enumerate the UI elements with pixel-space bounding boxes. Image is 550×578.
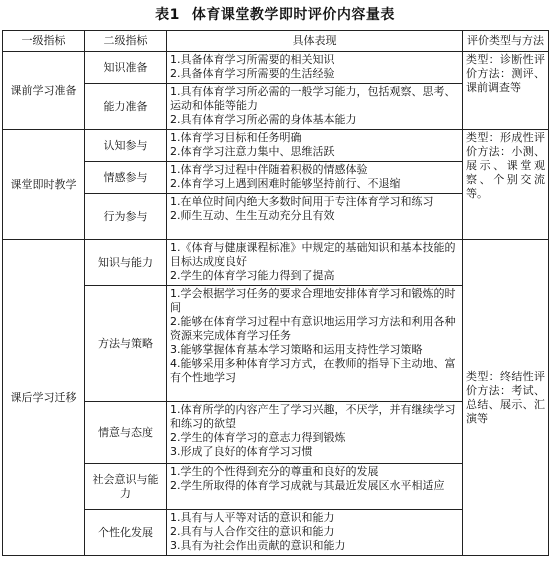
detail-cell (167, 240, 463, 286)
table-row (3, 130, 549, 162)
detail-cell (167, 194, 463, 240)
header-level1: 一级指标 (3, 31, 85, 52)
detail-item: 1.具备体育学习所需要的相关知识 (170, 53, 335, 66)
type-cell: 类型：诊断性评价方法：测评、课前调查等 (463, 52, 549, 130)
level2-cell: 情感参与 (85, 162, 167, 194)
detail-item: 2.学生所取得的体育学习成就与其最近发展区水平相适应 (170, 479, 445, 492)
detail-cell (167, 52, 463, 84)
table-title: 体育课堂教学即时评价内容量表 (191, 7, 395, 23)
detail-item: 3.形成了良好的体育学习习惯 (170, 445, 313, 458)
detail-item: 1.《体育与健康课程标准》中规定的基础知识和基本技能的目标达成度良好 (170, 241, 456, 268)
type-cell: 类型：形成性评价方法：小测、展示、课堂观察、个别交流等。 (463, 130, 549, 240)
detail-item: 2.体育学习上遇到困难时能够坚持前行、不退缩 (170, 177, 401, 190)
level1-cell: 课前学习准备 (3, 52, 85, 130)
detail-item: 2.具有与人合作交往的意识和能力 (170, 525, 335, 538)
detail-item: 2.学生的体育学习的意志力得到锻炼 (170, 431, 346, 444)
level2-cell: 行为参与 (85, 194, 167, 240)
detail-item: 2.具备体育学习所需要的生活经验 (170, 67, 335, 80)
header-detail: 具体表现 (167, 31, 463, 52)
type-cell: 类型：终结性评价方法：考试、总结、展示、汇演等 (463, 240, 549, 556)
level2-cell: 知识与能力 (85, 240, 167, 286)
detail-item: 1.体育所学的内容产生了学习兴趣，不厌学，并有继续学习和练习的欲望 (170, 403, 456, 430)
level2-cell: 方法与策略 (85, 286, 167, 402)
table-number: 表1 (155, 7, 180, 23)
detail-cell (167, 84, 463, 130)
level2-cell: 情意与态度 (85, 402, 167, 464)
detail-item: 4.能够采用多种体育学习方式，在教师的指导下主动地、富有个性地学习 (170, 357, 456, 384)
table-caption (0, 0, 550, 30)
level1-cell: 课后学习迁移 (3, 240, 85, 556)
detail-item: 2.学生的体育学习能力得到了提高 (170, 269, 335, 282)
level2-cell: 认知参与 (85, 130, 167, 162)
detail-cell (167, 510, 463, 556)
detail-item: 3.具有为社会作出贡献的意识和能力 (170, 539, 346, 552)
detail-item: 2.体育学习注意力集中、思维活跃 (170, 145, 335, 158)
detail-item: 1.体育学习目标和任务明确 (170, 131, 302, 144)
level2-cell: 个性化发展 (85, 510, 167, 556)
level1-cell: 课堂即时教学 (3, 130, 85, 240)
detail-item: 2.能够在体育学习过程中有意识地运用学习方法和利用各种资源来完成体育学习任务 (170, 315, 456, 342)
level2-cell: 能力准备 (85, 84, 167, 130)
header-type: 评价类型与方法 (463, 31, 549, 52)
detail-item: 1.体育学习过程中伴随着积极的情感体验 (170, 163, 368, 176)
detail-item: 1.在单位时间内绝大多数时间用于专注体育学习和练习 (170, 195, 434, 208)
level2-cell: 知识准备 (85, 52, 167, 84)
level2-cell: 社会意识与能力 (85, 464, 167, 510)
detail-item: 3.能够掌握体育基本学习策略和运用支持性学习策略 (170, 343, 423, 356)
detail-cell (167, 464, 463, 510)
header-row (3, 31, 549, 52)
detail-cell (167, 130, 463, 162)
evaluation-table (2, 30, 549, 556)
detail-item: 1.学会根据学习任务的要求合理地安排体育学习和锻炼的时间 (170, 287, 456, 314)
detail-item: 2.师生互动、生生互动充分且有效 (170, 209, 335, 222)
detail-item: 1.学生的个性得到充分的尊重和良好的发展 (170, 465, 379, 478)
detail-item: 1.具有体育学习所必需的一般学习能力，包括观察、思考、运动和体能等能力 (170, 85, 456, 112)
detail-item: 2.具有体育学习所必需的身体基本能力 (170, 113, 357, 126)
header-level2: 二级指标 (85, 31, 167, 52)
detail-cell (167, 402, 463, 464)
detail-item: 1.具有与人平等对话的意识和能力 (170, 511, 335, 524)
table-row (3, 240, 549, 286)
detail-cell (167, 162, 463, 194)
table-row (3, 52, 549, 84)
detail-cell (167, 286, 463, 402)
